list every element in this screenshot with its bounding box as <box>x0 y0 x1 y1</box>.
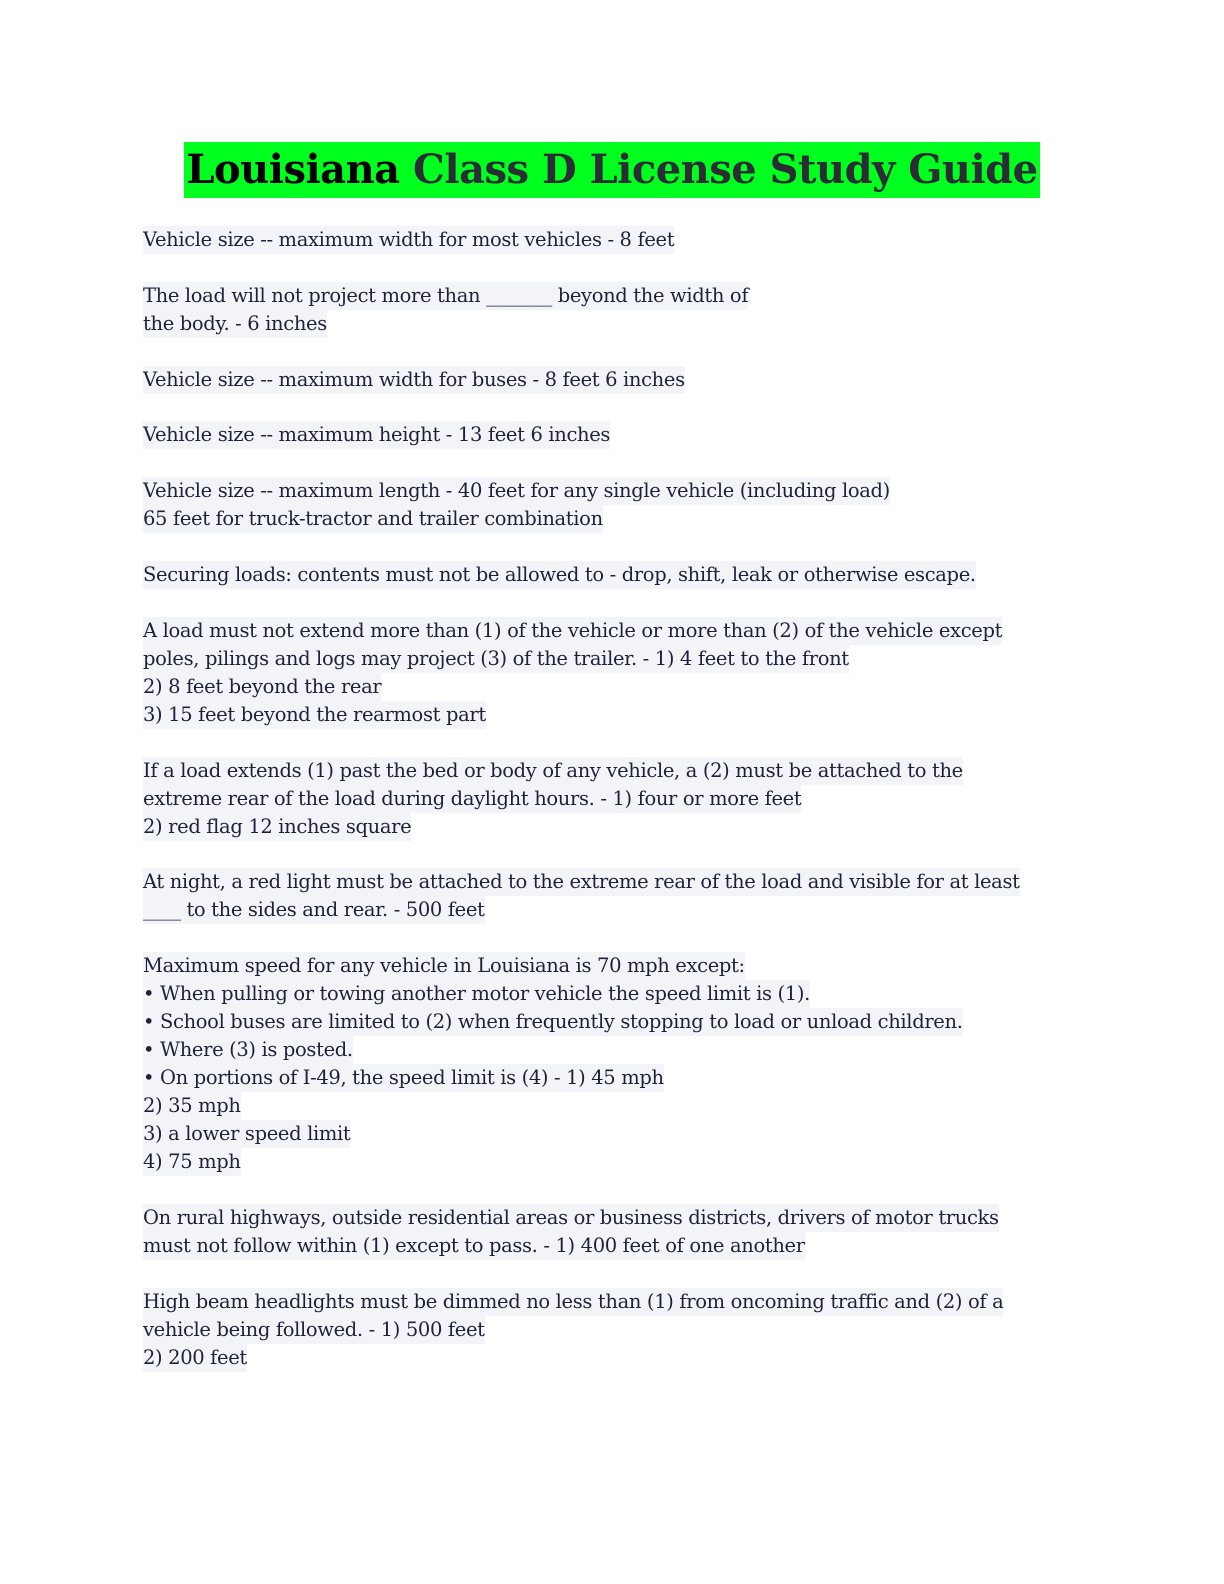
study-item <box>143 226 1083 254</box>
text-line: High beam headlights must be dimmed no less than (1) from oncoming traffic and (2) of a <box>143 1288 1003 1316</box>
title-subject: Class D License Study Guide <box>413 146 1038 193</box>
text-line: Securing loads: contents must not be allowed to - drop, shift, leak or otherwise escape. <box>143 561 976 589</box>
text-line: 2) red flag 12 inches square <box>143 813 411 841</box>
bullet-line: • Where (3) is posted. <box>143 1036 353 1064</box>
text-line: The load will not project more than _______ beyond the width of <box>143 282 748 310</box>
study-item <box>143 366 1083 394</box>
text-line: 2) 200 feet <box>143 1344 247 1372</box>
text-line: vehicle being followed. - 1) 500 feet <box>143 1316 485 1344</box>
text-line: Vehicle size -- maximum width for buses - 8 feet 6 inches <box>143 366 685 394</box>
text-line: poles, pilings and logs may project (3) of the trailer. - 1) 4 feet to the front <box>143 645 849 673</box>
text-line: On rural highways, outside residential areas or business districts, drivers of motor trucks <box>143 1204 999 1232</box>
text-line: A load must not extend more than (1) of the vehicle or more than (2) of the vehicle except <box>143 617 1002 645</box>
study-item <box>143 561 1083 589</box>
study-item <box>143 477 1083 533</box>
page-title <box>184 142 1039 198</box>
text-line: 4) 75 mph <box>143 1148 241 1176</box>
study-guide-content <box>143 226 1083 1400</box>
study-item <box>143 1288 1083 1372</box>
study-item <box>143 421 1083 449</box>
text-line: Maximum speed for any vehicle in Louisiana is 70 mph except: <box>143 952 745 980</box>
study-item <box>143 617 1083 729</box>
text-line: extreme rear of the load during daylight hours. - 1) four or more feet <box>143 785 801 813</box>
study-item <box>143 282 1083 338</box>
text-line: At night, a red light must be attached to the extreme rear of the load and visible for at least <box>143 868 1020 896</box>
title-state: Louisiana <box>186 146 400 193</box>
text-line: 2) 8 feet beyond the rear <box>143 673 381 701</box>
text-line: 65 feet for truck-tractor and trailer combination <box>143 505 603 533</box>
text-line: Vehicle size -- maximum length - 40 feet for any single vehicle (including load) <box>143 477 890 505</box>
study-item <box>143 952 1083 1176</box>
text-line: Vehicle size -- maximum width for most vehicles - 8 feet <box>143 226 674 254</box>
text-line: ____ to the sides and rear. - 500 feet <box>143 896 485 924</box>
text-line: 2) 35 mph <box>143 1092 241 1120</box>
study-item <box>143 1204 1083 1260</box>
bullet-line: • On portions of I-49, the speed limit is (4) - 1) 45 mph <box>143 1064 664 1092</box>
text-line: 3) 15 feet beyond the rearmost part <box>143 701 486 729</box>
text-line: must not follow within (1) except to pass. - 1) 400 feet of one another <box>143 1232 805 1260</box>
study-item <box>143 868 1083 924</box>
study-item <box>143 757 1083 841</box>
bullet-line: • School buses are limited to (2) when frequently stopping to load or unload children. <box>143 1008 963 1036</box>
title-container <box>0 142 1224 198</box>
bullet-line: • When pulling or towing another motor vehicle the speed limit is (1). <box>143 980 810 1008</box>
text-line: 3) a lower speed limit <box>143 1120 350 1148</box>
text-line: If a load extends (1) past the bed or body of any vehicle, a (2) must be attached to the <box>143 757 963 785</box>
text-line: Vehicle size -- maximum height - 13 feet 6 inches <box>143 421 610 449</box>
text-line: the body. - 6 inches <box>143 310 327 338</box>
